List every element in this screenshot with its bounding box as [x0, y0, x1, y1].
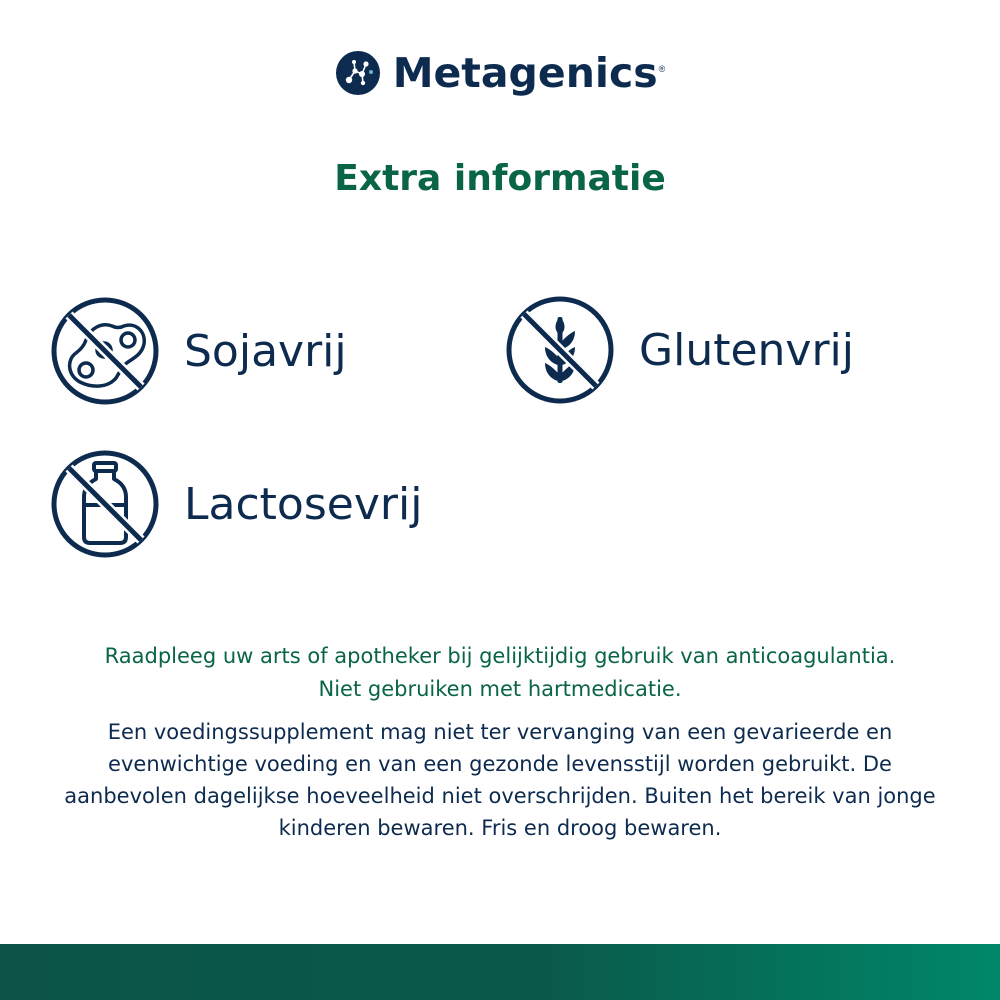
brand-logo: [0, 50, 1000, 96]
page-title: Extra informatie: [334, 158, 666, 199]
warning-line-heart-medication: Niet gebruiken met hartmedicatie.: [318, 677, 682, 701]
footer-band: [0, 944, 1000, 1000]
metagenics-logo-icon: [335, 50, 381, 96]
feature-gluten-free: [505, 295, 854, 405]
feature-lactose-free: [50, 449, 422, 559]
supplement-disclaimer: Een voedingssupplement mag niet ter vervanging van een gevarieerde en evenwichtige voeding en van een gezonde levensstijl worden gebruikt. De aanbevolen dagelijkse hoeveelheid niet overschrijden. Buiten het bereik van jonge kinderen bewaren. Fris en droog bewaren.: [64, 720, 936, 840]
warning-line-anticoagulants: Raadpleeg uw arts of apotheker bij gelijktijdig gebruik van anticoagulantia.: [104, 644, 896, 668]
feature-soy-free: [50, 296, 347, 406]
brand-name: Metagenics: [392, 48, 658, 97]
feature-label-gluten: Glutenvrij: [639, 324, 854, 376]
no-gluten-icon: [505, 295, 615, 405]
no-lactose-icon: [50, 449, 160, 559]
no-soy-icon: [50, 296, 160, 406]
registered-mark: ®: [658, 64, 666, 74]
feature-label-lactose: Lactosevrij: [184, 478, 423, 530]
feature-label-soy: Sojavrij: [184, 325, 347, 377]
medication-warning: [60, 640, 940, 706]
